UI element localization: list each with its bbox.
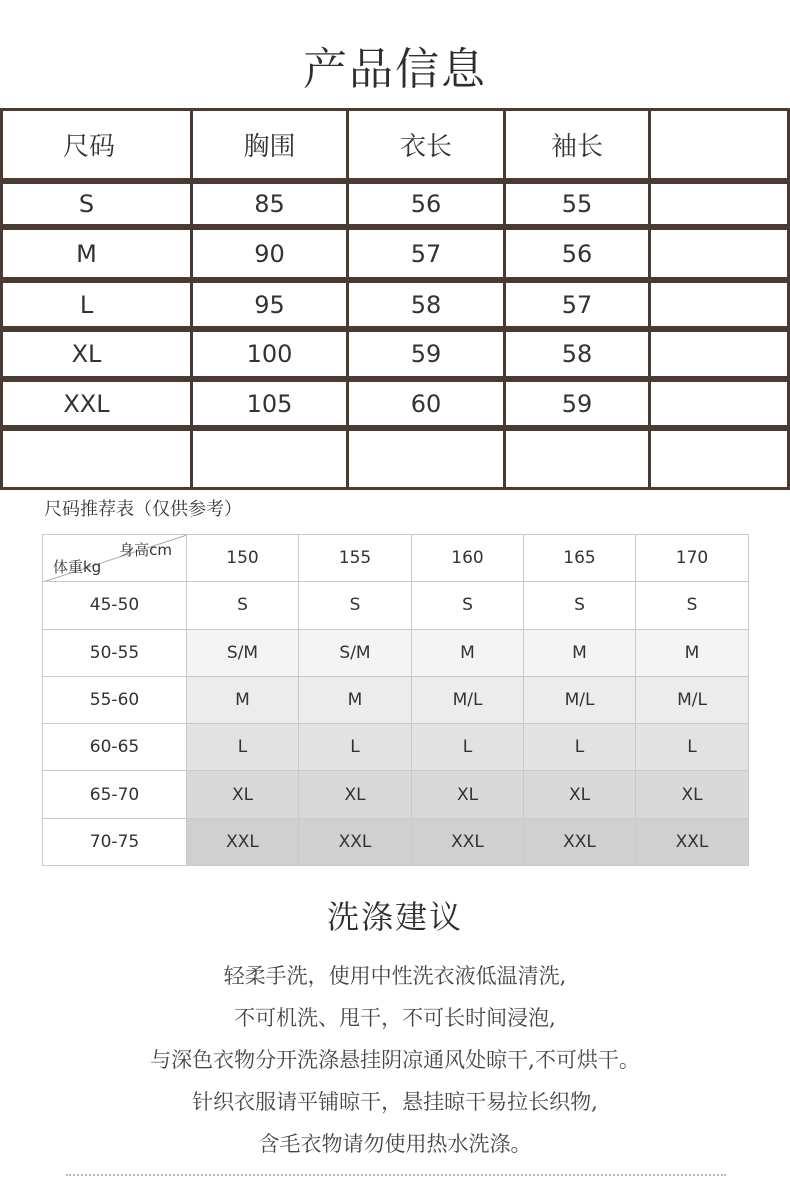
product-cell xyxy=(503,428,651,490)
recommend-row xyxy=(43,724,749,771)
product-row xyxy=(0,329,790,379)
product-row xyxy=(0,227,790,280)
size-cell: M/L xyxy=(524,676,636,723)
product-cell xyxy=(346,428,506,490)
recommend-row xyxy=(43,629,749,676)
size-cell: S/M xyxy=(299,629,412,676)
size-cell: M/L xyxy=(636,676,749,723)
product-cell: 59 xyxy=(346,329,506,379)
product-header-cell xyxy=(648,108,790,181)
size-cell: L xyxy=(412,724,524,771)
size-cell: XXL xyxy=(524,818,636,865)
weight-cell: 45-50 xyxy=(43,582,187,629)
size-cell: S xyxy=(524,582,636,629)
size-cell: L xyxy=(299,724,412,771)
product-header-row xyxy=(0,108,790,181)
size-cell: M xyxy=(299,676,412,723)
size-cell: L xyxy=(187,724,299,771)
size-cell: L xyxy=(636,724,749,771)
size-cell: XL xyxy=(524,771,636,818)
dotted-divider xyxy=(66,1174,726,1176)
product-cell: 56 xyxy=(503,227,651,280)
product-cell: L xyxy=(0,280,193,329)
size-cell: M xyxy=(412,629,524,676)
size-cell: S xyxy=(187,582,299,629)
product-cell xyxy=(648,181,790,227)
size-cell: S/M xyxy=(187,629,299,676)
product-cell: 100 xyxy=(190,329,349,379)
size-cell: XL xyxy=(187,771,299,818)
wash-line: 与深色衣物分开洗涤悬挂阴凉通风处晾干,不可烘干。 xyxy=(150,1048,640,1072)
height-header-cell: 160 xyxy=(412,535,524,582)
product-cell: S xyxy=(0,181,193,227)
size-cell: S xyxy=(636,582,749,629)
weight-cell: 70-75 xyxy=(43,818,187,865)
product-cell: 57 xyxy=(346,227,506,280)
product-row xyxy=(0,280,790,329)
size-recommend-table xyxy=(42,534,749,866)
product-cell: 60 xyxy=(346,379,506,428)
product-cell xyxy=(648,329,790,379)
weight-cell: 65-70 xyxy=(43,771,187,818)
product-cell: 59 xyxy=(503,379,651,428)
height-header-cell: 170 xyxy=(636,535,749,582)
height-header-cell: 155 xyxy=(299,535,412,582)
wash-instructions xyxy=(0,955,790,1165)
recommend-header-row xyxy=(43,535,749,582)
product-cell: 58 xyxy=(503,329,651,379)
recommend-row xyxy=(43,676,749,723)
product-header-cell: 衣长 xyxy=(346,108,506,181)
product-cell: M xyxy=(0,227,193,280)
product-cell: 85 xyxy=(190,181,349,227)
size-cell: XXL xyxy=(412,818,524,865)
size-cell: XL xyxy=(636,771,749,818)
product-cell: 90 xyxy=(190,227,349,280)
weight-cell: 50-55 xyxy=(43,629,187,676)
size-cell: XXL xyxy=(299,818,412,865)
wash-line: 含毛衣物请勿使用热水洗涤。 xyxy=(258,1132,532,1156)
product-cell xyxy=(648,428,790,490)
size-cell: M xyxy=(524,629,636,676)
product-row xyxy=(0,181,790,227)
height-header-cell: 165 xyxy=(524,535,636,582)
product-cell xyxy=(0,428,193,490)
size-cell: XL xyxy=(412,771,524,818)
size-cell: M/L xyxy=(412,676,524,723)
product-info-table xyxy=(0,108,790,490)
product-cell xyxy=(648,227,790,280)
product-cell: 55 xyxy=(503,181,651,227)
recommend-row xyxy=(43,818,749,865)
wash-line: 不可机洗、甩干，不可长时间浸泡, xyxy=(234,1006,556,1030)
wash-title: 洗涤建议 xyxy=(326,898,463,936)
size-recommend-subtitle: 尺码推荐表（仅供参考） xyxy=(44,499,242,520)
product-cell: XL xyxy=(0,329,193,379)
weight-cell: 60-65 xyxy=(43,724,187,771)
wash-line: 针织衣服请平铺晾干，悬挂晾干易拉长织物, xyxy=(192,1090,598,1114)
weight-axis-label: 体重kg xyxy=(53,558,102,577)
product-cell: 56 xyxy=(346,181,506,227)
product-header-cell: 尺码 xyxy=(0,108,193,181)
product-row xyxy=(0,379,790,428)
product-cell: XXL xyxy=(0,379,193,428)
height-header-cell: 150 xyxy=(187,535,299,582)
size-cell: S xyxy=(299,582,412,629)
weight-cell: 55-60 xyxy=(43,676,187,723)
size-cell: S xyxy=(412,582,524,629)
product-cell xyxy=(190,428,349,490)
product-row xyxy=(0,428,790,490)
product-cell: 58 xyxy=(346,280,506,329)
recommend-row xyxy=(43,771,749,818)
product-cell: 105 xyxy=(190,379,349,428)
product-header-cell: 袖长 xyxy=(503,108,651,181)
product-header-cell: 胸围 xyxy=(190,108,349,181)
size-cell: M xyxy=(187,676,299,723)
page-title: 产品信息 xyxy=(303,44,487,95)
size-cell: XXL xyxy=(187,818,299,865)
product-cell: 95 xyxy=(190,280,349,329)
wash-line: 轻柔手洗，使用中性洗衣液低温清洗, xyxy=(223,964,567,988)
size-cell: XXL xyxy=(636,818,749,865)
product-cell: 57 xyxy=(503,280,651,329)
size-cell: L xyxy=(524,724,636,771)
height-axis-label: 身高cm xyxy=(119,541,172,559)
size-cell: XL xyxy=(299,771,412,818)
size-cell: M xyxy=(636,629,749,676)
product-cell xyxy=(648,280,790,329)
corner-cell xyxy=(43,535,187,582)
recommend-row xyxy=(43,582,749,629)
product-cell xyxy=(648,379,790,428)
